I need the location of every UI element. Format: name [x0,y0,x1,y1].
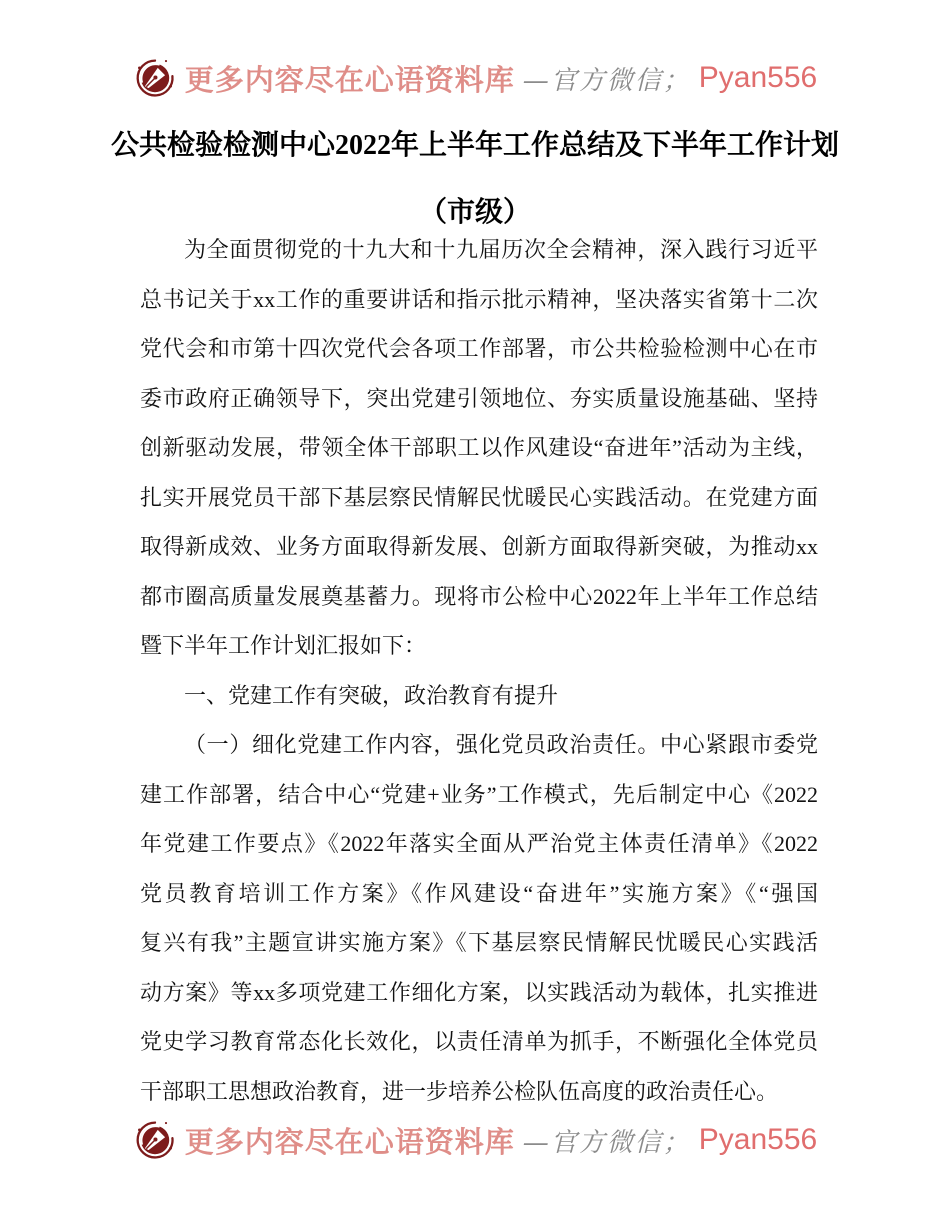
brand-text: 更多内容尽在心语资料库 [184,64,515,97]
body-line: （一）细化党建工作内容，强化党员政治责任。中心紧跟市委党 [184,732,818,757]
body-line: 党员教育培训工作方案》《作风建设“奋进年”实施方案》《“强国 [140,880,818,906]
title-line-1: 公共检验检测中心2022年上半年工作总结及下半年工作计划 [110,130,839,161]
body-line: 动方案》等xx多项党建工作细化方案，以实践活动为载体，扎实推进 [140,979,818,1005]
footer-brand-bar [0,1118,950,1162]
body-line: 为全面贯彻党的十九大和十九届历次全会精神，深入践行习近平 [184,237,818,262]
body-line: 创新驱动发展，带领全体干部职工以作风建设“奋进年”活动为主线， [140,435,818,460]
wechat-id: Pyan556 [698,61,818,94]
body-line: 建工作部署，结合中心“党建+业务”工作模式，先后制定中心《2022 [140,781,818,807]
body-line: 都市圈高质量发展奠基蓄力。现将市公检中心2022年上半年工作总结 [140,583,818,609]
body-line: 取得新成效、业务方面取得新发展、创新方面取得新突破，为推动xx [140,534,818,559]
brand-text: 更多内容尽在心语资料库 [184,1126,515,1159]
wechat-id: Pyan556 [698,1123,818,1156]
title-line-2: （市级） [418,197,531,228]
wechat-label: —官方微信； [522,1127,691,1158]
document-body [140,225,818,1116]
header-brand-bar [0,56,950,100]
body-line: 委市政府正确领导下，突出党建引领地位、夯实质量设施基础、坚持 [140,385,818,411]
pen-nib-swirl-icon [133,56,177,100]
body-line: 总书记关于xx工作的重要讲话和指示批示精神，坚决落实省第十二次 [140,286,818,312]
body-line: 扎实开展党员干部下基层察民情解民忧暖民心实践活动。在党建方面 [140,484,818,510]
body-line: 复兴有我”主题宣讲实施方案》《下基层察民情解民忧暖民心实践活 [140,930,818,955]
wechat-label: —官方微信； [522,65,691,96]
body-line: 暨下半年工作计划汇报如下： [140,633,427,658]
section-heading: 一、党建工作有突破，政治教育有提升 [184,682,559,708]
pen-nib-swirl-icon [133,1118,177,1162]
body-line: 党史学习教育常态化长效化，以责任清单为抓手，不断强化全体党员 [140,1029,818,1054]
body-line: 党代会和市第十四次党代会各项工作部署，市公共检验检测中心在市 [140,336,818,361]
body-line: 年党建工作要点》《2022年落实全面从严治党主体责任清单》《2022 [140,831,818,856]
body-line: 干部职工思想政治教育，进一步培养公检队伍高度的政治责任心。 [140,1078,779,1104]
